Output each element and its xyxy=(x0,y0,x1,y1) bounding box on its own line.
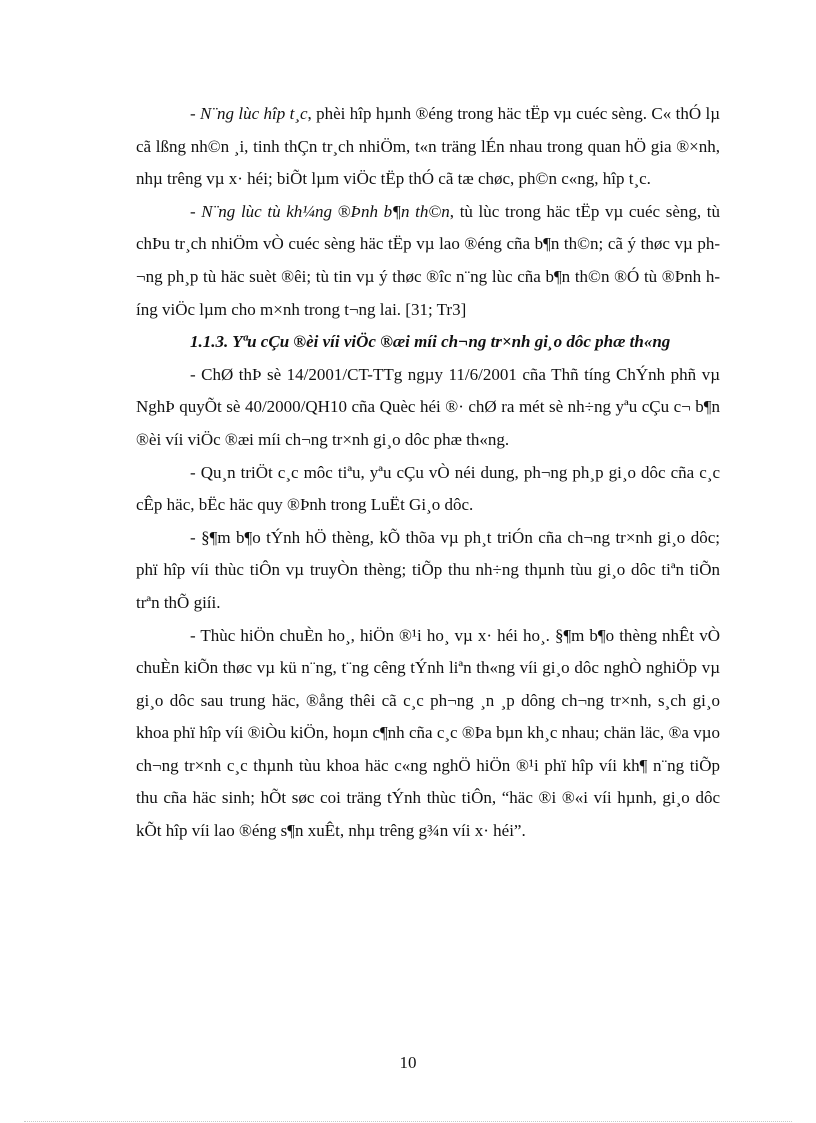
page-number: 10 xyxy=(399,1053,417,1072)
paragraph-body: , tù lùc trong häc tËp vµ cuéc sèng, tù chÞu tr¸ch nhiÖm vÒ cuéc sèng häc tËp vµ lao ®éng cña b¶n th©n; cã ý thøc vµ ph¬ng ph¸p tù häc suèt ®êi; tù tin vµ ý thøc ®îc n¨ng lùc cña b¶n th©n ®Ó tù ®Þnh híng viÖc lµm cho m×nh trong t¬ng lai. [31; Tr3] xyxy=(136,201,720,319)
paragraph-objectives: - Qu¸n triÖt c¸c môc tiªu, yªu cÇu vÒ néi dung, ph¬ng ph¸p gi¸o dôc cña c¸c cÊp häc, bËc häc quy ®Þnh trong LuËt Gi¸o dôc. xyxy=(136,462,720,515)
paragraph-self-assertion xyxy=(136,196,720,326)
section-heading: 1.1.3. Yªu cÇu ®èi víi viÖc ®æi míi ch¬ng tr×nh gi¸o dôc phæ th«ng xyxy=(190,332,671,352)
paragraph-body: , phèi hîp hµnh ®éng trong häc tËp vµ cuéc sèng. C« thÓ lµ cã lßng nh©n ¸i, tinh thÇn tr¸ch nhiÖm, t«n träng lÉn nhau trong quan hÖ gia ®×nh, nhµ trêng vµ x· héi; biÕt lµm viÖc tËp thÓ cã tæ chøc, ph©n c«ng, hîp t¸c. xyxy=(136,104,720,189)
paragraph-directive: - ChØ thÞ sè 14/2001/CT-TTg ngµy 11/6/2001 cña Thñ tíng ChÝnh phñ vµ NghÞ quyÕt sè 40/2000/QH10 cña Quèc héi ®· chØ ra mét sè nh÷ng yªu cÇu c¬ b¶n ®èi víi viÖc ®æi míi ch¬ng tr×nh gi¸o dôc phæ th«ng. xyxy=(136,364,720,449)
paragraph-cooperation xyxy=(136,98,720,196)
paragraph-lead: - N¨ng lùc hîp t¸c xyxy=(190,104,308,123)
paragraph-system: - §¶m b¶o tÝnh hÖ thèng, kÕ thõa vµ ph¸t triÓn cña ch¬ng tr×nh gi¸o dôc; phï hîp víi thùc tiÔn vµ truyÒn thèng; tiÕp thu nh÷ng thµnh tùu gi¸o dôc tiªn tiÕn trªn thÕ giíi. xyxy=(136,527,720,612)
paragraph-lead: - N¨ng lùc tù kh¼ng ®Þnh b¶n th©n xyxy=(190,201,450,221)
body-text xyxy=(136,98,720,848)
paragraph-standardization: - Thùc hiÖn chuÈn ho¸, hiÖn ®¹i ho¸ vµ x· héi ho¸. §¶m b¶o thèng nhÊt vÒ chuÈn kiÕn thøc vµ kü n¨ng, t¨ng cêng tÝnh liªn th«ng víi gi¸o dôc nghÒ nghiÖp vµ gi¸o dôc sau trung häc, ®ång thêi cã c¸c ph¬ng ¸n ¸p dông ch¬ng tr×nh, s¸ch gi¸o khoa phï hîp víi ®iÒu kiÖn, hoµn c¶nh cña c¸c ®Þa bµn kh¸c nhau; chän läc, ®a vµo ch¬ng tr×nh c¸c thµnh tùu khoa häc c«ng nghÖ hiÖn ®¹i phï hîp víi kh¶ n¨ng tiÕp thu cña häc sinh; hÕt søc coi träng tÝnh thùc tiÔn, “häc ®i ®«i víi hµnh, gi¸o dôc kÕt hîp víi lao ®éng s¶n xuÊt, nhµ trêng g¾n víi x· héi”. xyxy=(136,625,720,841)
page-bottom-divider xyxy=(24,1121,792,1122)
